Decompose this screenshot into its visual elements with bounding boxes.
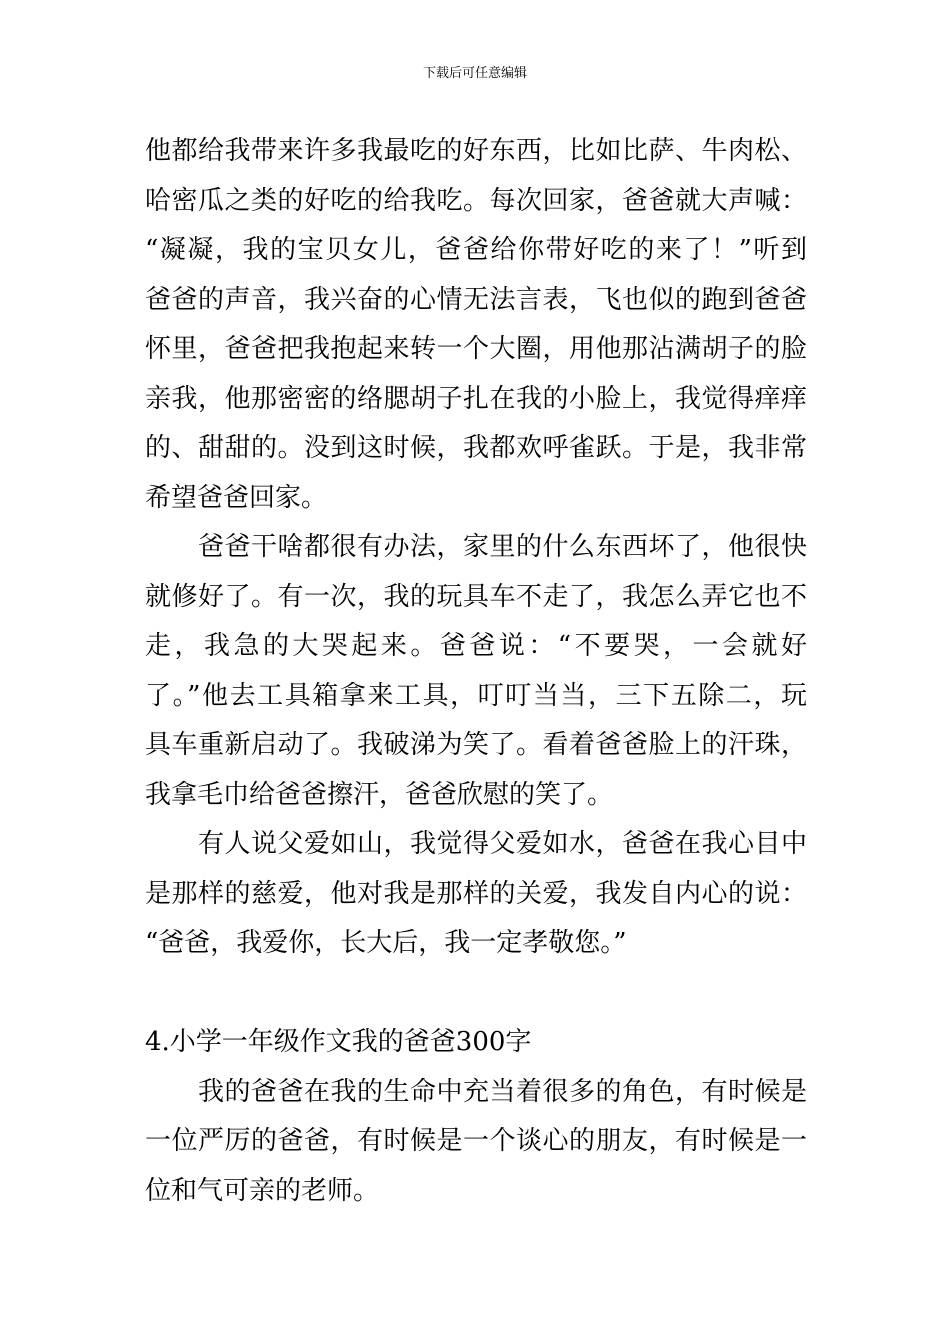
text-line: 爸爸的声音，我兴奋的心情无法言表，飞也似的跑到爸爸 <box>145 284 807 315</box>
text-line: 哈密瓜之类的好吃的给我吃。每次回家，爸爸就大声喊： <box>145 185 807 216</box>
text-line: 是那样的慈爱，他对我是那样的关爱，我发自内心的说： <box>145 878 807 909</box>
text-line: 有人说父爱如山，我觉得父爱如水，爸爸在我心目中 <box>145 829 807 859</box>
text-line: 我的爸爸在我的生命中充当着很多的角色，有时候是 <box>145 1076 807 1107</box>
text-line: 他都给我带来许多我最吃的好东西，比如比萨、牛肉松、 <box>145 136 807 166</box>
text-line: 位和气可亲的老师。 <box>145 1175 380 1206</box>
text-line: 的、甜甜的。没到这时候，我都欢呼雀跃。于是，我非常 <box>145 433 807 463</box>
text-line: 希望爸爸回家。 <box>145 482 328 513</box>
text-line: 怀里，爸爸把我抱起来转一个大圈，用他那沾满胡子的脸 <box>145 334 807 364</box>
document-body <box>145 127 807 1216</box>
text-line: 具车重新启动了。我破涕为笑了。看着爸爸脸上的汗珠， <box>145 730 807 760</box>
text-line: “凝凝，我的宝贝女儿，爸爸给你带好吃的来了！”听到 <box>145 235 807 265</box>
text-line: “爸爸，我爱你，长大后，我一定孝敬您。” <box>145 928 627 958</box>
text-line: 爸爸干啥都很有办法，家里的什么东西坏了，他很快 <box>145 532 807 562</box>
page-header: 下载后可任意编辑 <box>422 66 527 81</box>
text-line: 我拿毛巾给爸爸擦汗，爸爸欣慰的笑了。 <box>145 779 614 810</box>
text-line: 一位严厉的爸爸，有时候是一个谈心的朋友，有时候是一 <box>145 1126 807 1156</box>
text-line: 走，我急的大哭起来。爸爸说：“不要哭，一会就好 <box>145 631 807 661</box>
text-line: 就修好了。有一次，我的玩具车不走了，我怎么弄它也不 <box>145 581 807 612</box>
text-line: 了。”他去工具箱拿来工具，叮叮当当，三下五除二，玩 <box>145 680 807 711</box>
text-line: 亲我，他那密密的络腮胡子扎在我的小脸上，我觉得痒痒 <box>145 383 807 414</box>
blank-line <box>145 969 807 1019</box>
section-heading: 4.小学一年级作文我的爸爸300字 <box>145 1027 532 1057</box>
